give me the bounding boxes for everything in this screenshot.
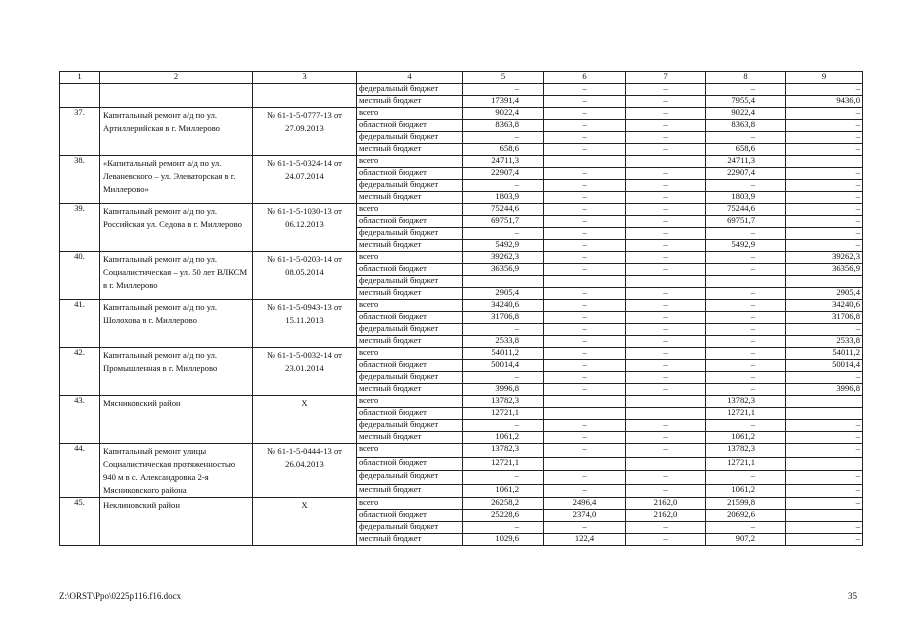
- object-name-cell: Капитальный ремонт а/д по ул. Шолохова в г. Миллерово: [100, 300, 253, 348]
- header-cell: 3: [253, 72, 357, 84]
- budget-source-cell: областной бюджет: [357, 216, 463, 228]
- amount-cell: 8363,8: [463, 120, 544, 132]
- item-number-cell: 40.: [60, 252, 100, 300]
- amount-cell: –: [626, 444, 706, 458]
- amount-cell: –: [544, 192, 626, 204]
- amount-cell: 39262,3: [463, 252, 544, 264]
- amount-cell: 9022,4: [463, 108, 544, 120]
- amount-cell: 658,6: [463, 144, 544, 156]
- amount-cell: 5492,9: [463, 240, 544, 252]
- amount-cell: –: [626, 192, 706, 204]
- budget-source-cell: местный бюджет: [357, 432, 463, 444]
- amount-cell: –: [786, 372, 863, 384]
- amount-cell: –: [463, 228, 544, 240]
- registration-number-cell: № 61-1-5-0203-14 от 08.05.2014: [253, 252, 357, 300]
- amount-cell: –: [544, 300, 626, 312]
- amount-cell: –: [786, 204, 863, 216]
- amount-cell: –: [626, 420, 706, 432]
- amount-cell: –: [544, 471, 626, 485]
- amount-cell: –: [544, 180, 626, 192]
- amount-cell: 69751,7: [463, 216, 544, 228]
- amount-cell: –: [626, 264, 706, 276]
- amount-cell: –: [463, 471, 544, 485]
- amount-cell: 658,6: [706, 144, 786, 156]
- budget-source-cell: всего: [357, 156, 463, 168]
- amount-cell: –: [544, 252, 626, 264]
- amount-cell: –: [544, 360, 626, 372]
- item-number-cell: 42.: [60, 348, 100, 396]
- amount-cell: 3996,8: [463, 384, 544, 396]
- budget-source-cell: всего: [357, 108, 463, 120]
- header-cell: 4: [357, 72, 463, 84]
- amount-cell: –: [626, 204, 706, 216]
- amount-cell: 1061,2: [463, 432, 544, 444]
- registration-number-cell: № 61-1-5-1030-13 от 06.12.2013: [253, 204, 357, 252]
- amount-cell: –: [544, 324, 626, 336]
- amount-cell: –: [706, 384, 786, 396]
- amount-cell: –: [626, 336, 706, 348]
- header-cell: 5: [463, 72, 544, 84]
- amount-cell: 75244,6: [463, 204, 544, 216]
- budget-source-cell: местный бюджет: [357, 288, 463, 300]
- amount-cell: –: [626, 522, 706, 534]
- amount-cell: –: [544, 372, 626, 384]
- header-cell: 1: [60, 72, 100, 84]
- amount-cell: –: [786, 168, 863, 180]
- amount-cell: 26258,2: [463, 498, 544, 510]
- amount-cell: 25228,6: [463, 510, 544, 522]
- table-body: [60, 72, 863, 546]
- amount-cell: –: [706, 348, 786, 360]
- amount-cell: –: [463, 180, 544, 192]
- amount-cell: –: [786, 144, 863, 156]
- amount-cell: 24711,3: [706, 156, 786, 168]
- table-row: [60, 204, 863, 216]
- amount-cell: 21599,8: [706, 498, 786, 510]
- amount-cell: –: [544, 84, 626, 96]
- budget-source-cell: местный бюджет: [357, 240, 463, 252]
- amount-cell: 2496,4: [544, 498, 626, 510]
- amount-cell: –: [626, 348, 706, 360]
- budget-source-cell: федеральный бюджет: [357, 180, 463, 192]
- amount-cell: –: [626, 288, 706, 300]
- amount-cell: –: [786, 420, 863, 432]
- object-name-cell: Неклиновский район: [100, 498, 253, 546]
- item-number-cell: 44.: [60, 444, 100, 498]
- amount-cell: –: [706, 252, 786, 264]
- table-row: [60, 108, 863, 120]
- registration-number-cell: [253, 84, 357, 108]
- amount-cell: [463, 276, 544, 288]
- item-number-cell: 41.: [60, 300, 100, 348]
- amount-cell: 50014,4: [463, 360, 544, 372]
- amount-cell: –: [544, 420, 626, 432]
- table-row: [60, 444, 863, 458]
- amount-cell: –: [626, 120, 706, 132]
- amount-cell: –: [544, 336, 626, 348]
- amount-cell: –: [786, 108, 863, 120]
- amount-cell: –: [544, 240, 626, 252]
- budget-source-cell: местный бюджет: [357, 144, 463, 156]
- amount-cell: [786, 396, 863, 408]
- amount-cell: –: [544, 348, 626, 360]
- amount-cell: [626, 457, 706, 471]
- table-row: [60, 498, 863, 510]
- amount-cell: –: [544, 288, 626, 300]
- amount-cell: 1803,9: [463, 192, 544, 204]
- amount-cell: 3996,8: [786, 384, 863, 396]
- table-row: [60, 396, 863, 408]
- amount-cell: 36356,9: [786, 264, 863, 276]
- budget-source-cell: местный бюджет: [357, 336, 463, 348]
- amount-cell: –: [626, 216, 706, 228]
- amount-cell: –: [544, 120, 626, 132]
- amount-cell: –: [544, 444, 626, 458]
- amount-cell: 9436,0: [786, 96, 863, 108]
- amount-cell: –: [463, 324, 544, 336]
- item-number-cell: 39.: [60, 204, 100, 252]
- amount-cell: 1061,2: [706, 432, 786, 444]
- amount-cell: –: [626, 484, 706, 498]
- amount-cell: 2162,0: [626, 498, 706, 510]
- amount-cell: –: [786, 216, 863, 228]
- amount-cell: –: [544, 312, 626, 324]
- budget-source-cell: федеральный бюджет: [357, 228, 463, 240]
- budget-source-cell: федеральный бюджет: [357, 471, 463, 485]
- budget-source-cell: областной бюджет: [357, 168, 463, 180]
- amount-cell: 13782,3: [463, 444, 544, 458]
- budget-source-cell: областной бюджет: [357, 360, 463, 372]
- amount-cell: –: [786, 498, 863, 510]
- budget-source-cell: областной бюджет: [357, 120, 463, 132]
- amount-cell: 9022,4: [706, 108, 786, 120]
- registration-number-cell: Х: [253, 498, 357, 546]
- budget-source-cell: федеральный бюджет: [357, 522, 463, 534]
- amount-cell: 12721,1: [463, 408, 544, 420]
- amount-cell: –: [706, 360, 786, 372]
- amount-cell: –: [706, 288, 786, 300]
- amount-cell: –: [626, 132, 706, 144]
- amount-cell: –: [544, 96, 626, 108]
- amount-cell: 24711,3: [463, 156, 544, 168]
- amount-cell: –: [626, 384, 706, 396]
- amount-cell: –: [706, 180, 786, 192]
- object-name-cell: «Капитальный ремонт а/д по ул. Леваневского – ул. Элеваторская в г. Миллерово»: [100, 156, 253, 204]
- amount-cell: –: [544, 216, 626, 228]
- amount-cell: –: [626, 312, 706, 324]
- budget-source-cell: федеральный бюджет: [357, 132, 463, 144]
- amount-cell: –: [544, 108, 626, 120]
- amount-cell: 2162,0: [626, 510, 706, 522]
- budget-source-cell: областной бюджет: [357, 264, 463, 276]
- amount-cell: 54011,2: [786, 348, 863, 360]
- amount-cell: 13782,3: [706, 396, 786, 408]
- amount-cell: –: [626, 228, 706, 240]
- amount-cell: –: [544, 132, 626, 144]
- budget-source-cell: местный бюджет: [357, 384, 463, 396]
- budget-source-cell: всего: [357, 498, 463, 510]
- amount-cell: –: [626, 252, 706, 264]
- amount-cell: [544, 156, 626, 168]
- amount-cell: 20692,6: [706, 510, 786, 522]
- amount-cell: –: [626, 534, 706, 546]
- budget-source-cell: федеральный бюджет: [357, 372, 463, 384]
- object-name-cell: Капитальный ремонт улицы Социалистическая протяженностью 940 м в с. Александровка 2-я Мясниковского района: [100, 444, 253, 498]
- amount-cell: [786, 510, 863, 522]
- column-number-row: [60, 72, 863, 84]
- amount-cell: –: [706, 228, 786, 240]
- amount-cell: –: [786, 132, 863, 144]
- budget-source-cell: всего: [357, 252, 463, 264]
- amount-cell: 13782,3: [706, 444, 786, 458]
- budget-source-cell: местный бюджет: [357, 534, 463, 546]
- amount-cell: –: [706, 522, 786, 534]
- amount-cell: 22907,4: [706, 168, 786, 180]
- amount-cell: –: [544, 168, 626, 180]
- amount-cell: [786, 156, 863, 168]
- table-row: [60, 300, 863, 312]
- amount-cell: –: [626, 168, 706, 180]
- amount-cell: 1061,2: [463, 484, 544, 498]
- amount-cell: 22907,4: [463, 168, 544, 180]
- table-row: [60, 252, 863, 264]
- amount-cell: –: [626, 324, 706, 336]
- amount-cell: –: [626, 96, 706, 108]
- budget-source-cell: федеральный бюджет: [357, 84, 463, 96]
- amount-cell: 2905,4: [463, 288, 544, 300]
- budget-source-cell: областной бюджет: [357, 457, 463, 471]
- amount-cell: [626, 396, 706, 408]
- amount-cell: 34240,6: [463, 300, 544, 312]
- budget-table-sheet: [59, 71, 862, 546]
- registration-number-cell: № 61-1-5-0032-14 от 23.01.2014: [253, 348, 357, 396]
- amount-cell: [626, 156, 706, 168]
- amount-cell: –: [544, 522, 626, 534]
- amount-cell: –: [463, 372, 544, 384]
- header-cell: 6: [544, 72, 626, 84]
- amount-cell: –: [463, 522, 544, 534]
- amount-cell: 2533,8: [786, 336, 863, 348]
- amount-cell: –: [786, 471, 863, 485]
- amount-cell: 1803,9: [706, 192, 786, 204]
- budget-table: [59, 71, 863, 546]
- header-cell: 8: [706, 72, 786, 84]
- amount-cell: –: [706, 312, 786, 324]
- registration-number-cell: № 61-1-5-0324-14 от 24.07.2014: [253, 156, 357, 204]
- amount-cell: [544, 396, 626, 408]
- amount-cell: –: [706, 84, 786, 96]
- budget-source-cell: федеральный бюджет: [357, 276, 463, 288]
- amount-cell: –: [786, 324, 863, 336]
- amount-cell: 31706,8: [786, 312, 863, 324]
- item-number-cell: 38.: [60, 156, 100, 204]
- amount-cell: [786, 276, 863, 288]
- amount-cell: –: [626, 432, 706, 444]
- amount-cell: [786, 408, 863, 420]
- amount-cell: –: [463, 420, 544, 432]
- amount-cell: –: [544, 264, 626, 276]
- amount-cell: –: [786, 240, 863, 252]
- amount-cell: [544, 457, 626, 471]
- budget-source-cell: всего: [357, 444, 463, 458]
- budget-source-cell: местный бюджет: [357, 192, 463, 204]
- amount-cell: –: [626, 84, 706, 96]
- amount-cell: 54011,2: [463, 348, 544, 360]
- item-number-cell: 43.: [60, 396, 100, 444]
- amount-cell: –: [786, 120, 863, 132]
- amount-cell: 2905,4: [786, 288, 863, 300]
- amount-cell: –: [786, 84, 863, 96]
- registration-number-cell: № 61-1-5-0777-13 от 27.09.2013: [253, 108, 357, 156]
- header-cell: 7: [626, 72, 706, 84]
- amount-cell: 7955,4: [706, 96, 786, 108]
- amount-cell: 5492,9: [706, 240, 786, 252]
- header-cell: 2: [100, 72, 253, 84]
- amount-cell: 12721,1: [706, 408, 786, 420]
- amount-cell: –: [626, 144, 706, 156]
- amount-cell: –: [626, 180, 706, 192]
- amount-cell: –: [786, 180, 863, 192]
- amount-cell: 1029,6: [463, 534, 544, 546]
- amount-cell: 36356,9: [463, 264, 544, 276]
- amount-cell: –: [706, 336, 786, 348]
- table-row: [60, 84, 863, 96]
- amount-cell: 31706,8: [463, 312, 544, 324]
- amount-cell: –: [786, 432, 863, 444]
- table-row: [60, 156, 863, 168]
- amount-cell: –: [706, 471, 786, 485]
- amount-cell: 69751,7: [706, 216, 786, 228]
- amount-cell: –: [544, 432, 626, 444]
- budget-source-cell: всего: [357, 204, 463, 216]
- page-number: 35: [848, 591, 857, 601]
- object-name-cell: Капитальный ремонт а/д по ул. Социалистическая – ул. 50 лет ВЛКСМ в г. Миллерово: [100, 252, 253, 300]
- amount-cell: –: [706, 420, 786, 432]
- amount-cell: –: [626, 372, 706, 384]
- amount-cell: –: [544, 384, 626, 396]
- amount-cell: –: [786, 444, 863, 458]
- footer-file-path: Z:\ORST\Ppo\0225p116.f16.docx: [59, 591, 182, 601]
- amount-cell: [706, 276, 786, 288]
- amount-cell: 8363,8: [706, 120, 786, 132]
- object-name-cell: Капитальный ремонт а/д по ул. Артиллерийская в г. Миллерово: [100, 108, 253, 156]
- budget-source-cell: местный бюджет: [357, 484, 463, 498]
- registration-number-cell: Х: [253, 396, 357, 444]
- amount-cell: –: [544, 144, 626, 156]
- amount-cell: 122,4: [544, 534, 626, 546]
- amount-cell: –: [626, 300, 706, 312]
- amount-cell: –: [544, 484, 626, 498]
- budget-source-cell: областной бюджет: [357, 312, 463, 324]
- item-number-cell: [60, 84, 100, 108]
- amount-cell: –: [786, 484, 863, 498]
- amount-cell: 12721,1: [706, 457, 786, 471]
- amount-cell: 907,2: [706, 534, 786, 546]
- header-cell: 9: [786, 72, 863, 84]
- amount-cell: –: [786, 534, 863, 546]
- amount-cell: –: [706, 132, 786, 144]
- amount-cell: –: [786, 228, 863, 240]
- amount-cell: 2374,0: [544, 510, 626, 522]
- registration-number-cell: № 61-1-5-0943-13 от 15.11.2013: [253, 300, 357, 348]
- amount-cell: 12721,1: [463, 457, 544, 471]
- amount-cell: –: [626, 108, 706, 120]
- amount-cell: [786, 457, 863, 471]
- amount-cell: 17391,4: [463, 96, 544, 108]
- budget-source-cell: местный бюджет: [357, 96, 463, 108]
- budget-source-cell: федеральный бюджет: [357, 420, 463, 432]
- amount-cell: [626, 276, 706, 288]
- amount-cell: –: [706, 300, 786, 312]
- object-name-cell: Мясниковский район: [100, 396, 253, 444]
- budget-source-cell: федеральный бюджет: [357, 324, 463, 336]
- amount-cell: 1061,2: [706, 484, 786, 498]
- amount-cell: 50014,4: [786, 360, 863, 372]
- amount-cell: –: [626, 471, 706, 485]
- amount-cell: [544, 276, 626, 288]
- amount-cell: 2533,8: [463, 336, 544, 348]
- amount-cell: –: [463, 84, 544, 96]
- amount-cell: [626, 408, 706, 420]
- amount-cell: 75244,6: [706, 204, 786, 216]
- budget-source-cell: областной бюджет: [357, 510, 463, 522]
- amount-cell: –: [463, 132, 544, 144]
- budget-source-cell: всего: [357, 348, 463, 360]
- amount-cell: –: [626, 240, 706, 252]
- amount-cell: –: [786, 522, 863, 534]
- amount-cell: 39262,3: [786, 252, 863, 264]
- registration-number-cell: № 61-1-5-0444-13 от 26.04.2013: [253, 444, 357, 498]
- amount-cell: –: [706, 324, 786, 336]
- budget-source-cell: всего: [357, 396, 463, 408]
- budget-source-cell: всего: [357, 300, 463, 312]
- amount-cell: –: [706, 372, 786, 384]
- item-number-cell: 45.: [60, 498, 100, 546]
- amount-cell: –: [544, 228, 626, 240]
- object-name-cell: Капитальный ремонт а/д по ул. Российская ул. Седова в г. Миллерово: [100, 204, 253, 252]
- amount-cell: –: [786, 192, 863, 204]
- amount-cell: 13782,3: [463, 396, 544, 408]
- amount-cell: –: [626, 360, 706, 372]
- table-row: [60, 348, 863, 360]
- amount-cell: –: [544, 204, 626, 216]
- object-name-cell: Капитальный ремонт а/д по ул. Промышленная в г. Миллерово: [100, 348, 253, 396]
- amount-cell: –: [706, 264, 786, 276]
- budget-source-cell: областной бюджет: [357, 408, 463, 420]
- item-number-cell: 37.: [60, 108, 100, 156]
- object-name-cell: [100, 84, 253, 108]
- amount-cell: [544, 408, 626, 420]
- amount-cell: 34240,6: [786, 300, 863, 312]
